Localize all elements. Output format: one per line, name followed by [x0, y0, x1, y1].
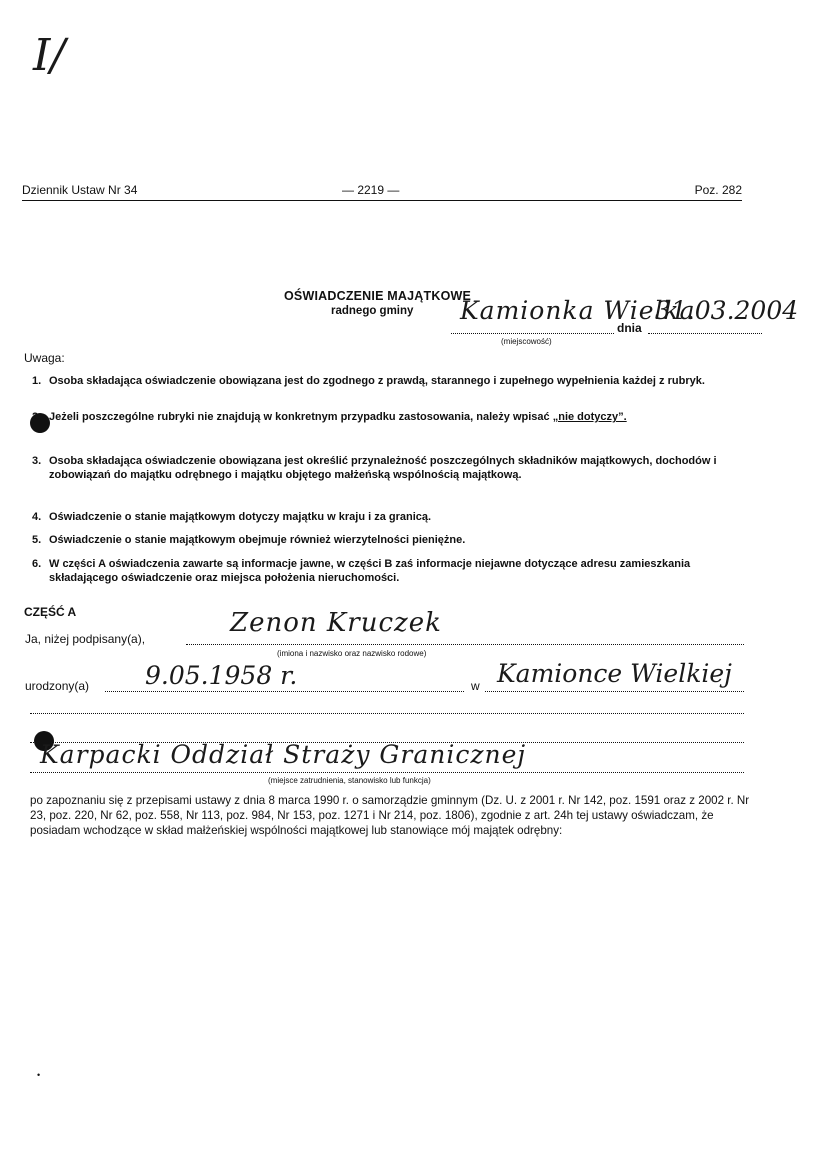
note-item	[32, 534, 744, 548]
note-number: 5.	[32, 534, 42, 546]
employment-caption: (miejsce zatrudnienia, stanowisko lub funkcja)	[268, 776, 431, 785]
note-text: Jeżeli poszczególne rubryki nie znajdują w konkretnym przypadku zastosowania, należy wpisać	[49, 411, 550, 423]
born-place-handwritten: Kamionce Wielkiej	[497, 659, 732, 688]
place-caption: (miejscowość)	[501, 337, 552, 346]
note-number: 3.	[32, 455, 42, 467]
date-label: dnia	[617, 321, 642, 335]
note-item	[32, 558, 744, 585]
document-subtitle: radnego gminy	[331, 305, 414, 317]
page-number: — 2219 —	[342, 183, 400, 197]
note-number: 2.	[32, 411, 42, 423]
note-item	[32, 455, 744, 482]
note-number: 6.	[32, 558, 42, 570]
date-handwritten: 31.03.2004	[655, 296, 799, 325]
part-a-heading: CZĘŚĆ A	[24, 605, 77, 619]
employment-field-line	[30, 772, 744, 773]
notes-heading: Uwaga:	[24, 351, 65, 365]
statement-paragraph: po zapoznaniu się z przepisami ustawy z dnia 8 marca 1990 r. o samorządzie gminnym (Dz. U. z 2001 r. Nr 142, poz. 1591 oraz z 2002 r. Nr 23, poz. 220, Nr 62, poz. 558, Nr 113, poz. 984, Nr 153, poz. 1271 i Nr 214, poz. 1806), zgodnie z art. 24h tej ustawy oświadczam, że posiadam wchodzące w skład małżeńskiej wspólności majątkowej lub stanowiące mój majątek odrębny:	[30, 794, 750, 837]
born-label: urodzony(a)	[25, 679, 90, 693]
note-number: 1.	[32, 375, 42, 387]
note-text: Osoba składająca oświadczenie obowiązana jest określić przynależność poszczególnych składników majątkowych, dochodów i zobowiązań do majątku odrębnego i majątku objętego małżeńską wspólnością majątkową.	[49, 455, 717, 481]
running-header	[22, 180, 742, 201]
name-label: Ja, niżej podpisany(a),	[25, 632, 146, 646]
born-place-line	[485, 691, 744, 692]
place-handwritten: Kamionka Wielka	[460, 296, 696, 325]
note-item	[32, 511, 744, 525]
note-text: Osoba składająca oświadczenie obowiązana jest do zgodnego z prawdą, starannego i zupełnego wypełnienia każdej z rubryk.	[49, 375, 705, 387]
born-date-handwritten: 9.05.1958 r.	[145, 661, 298, 690]
note-text: Oświadczenie o stanie majątkowym dotyczy majątku w kraju i za granicą.	[49, 511, 432, 523]
born-date-line	[105, 691, 464, 692]
note-quote: „nie dotyczy”.	[552, 411, 627, 423]
journal-name: Dziennik Ustaw Nr 34	[22, 183, 138, 197]
name-field-line	[186, 644, 744, 645]
handwritten-page-mark: I/	[33, 30, 66, 81]
note-item	[32, 411, 744, 425]
scan-speck-icon: •	[37, 1070, 41, 1080]
empty-field-line	[30, 713, 744, 714]
note-text: Oświadczenie o stanie majątkowym obejmuje również wierzytelności pieniężne.	[49, 534, 466, 546]
note-text: W części A oświadczenia zawarte są informacje jawne, w części B zaś informacje niejawne dotyczące adresu zamieszkania składającego oświadczenie oraz miejsca położenia nieruchomości.	[49, 558, 691, 584]
note-number: 4.	[32, 511, 42, 523]
name-handwritten: Zenon Kruczek	[230, 608, 442, 638]
position-number: Poz. 282	[694, 183, 742, 197]
employment-handwritten: Karpacki Oddział Straży Granicznej	[40, 740, 527, 769]
date-field-line	[648, 333, 762, 334]
place-field-line	[451, 333, 614, 334]
name-caption: (imiona i nazwisko oraz nazwisko rodowe)	[277, 649, 427, 658]
born-place-label: w	[471, 679, 480, 693]
document-title: OŚWIADCZENIE MAJĄTKOWE	[284, 289, 472, 303]
note-item	[32, 375, 744, 389]
